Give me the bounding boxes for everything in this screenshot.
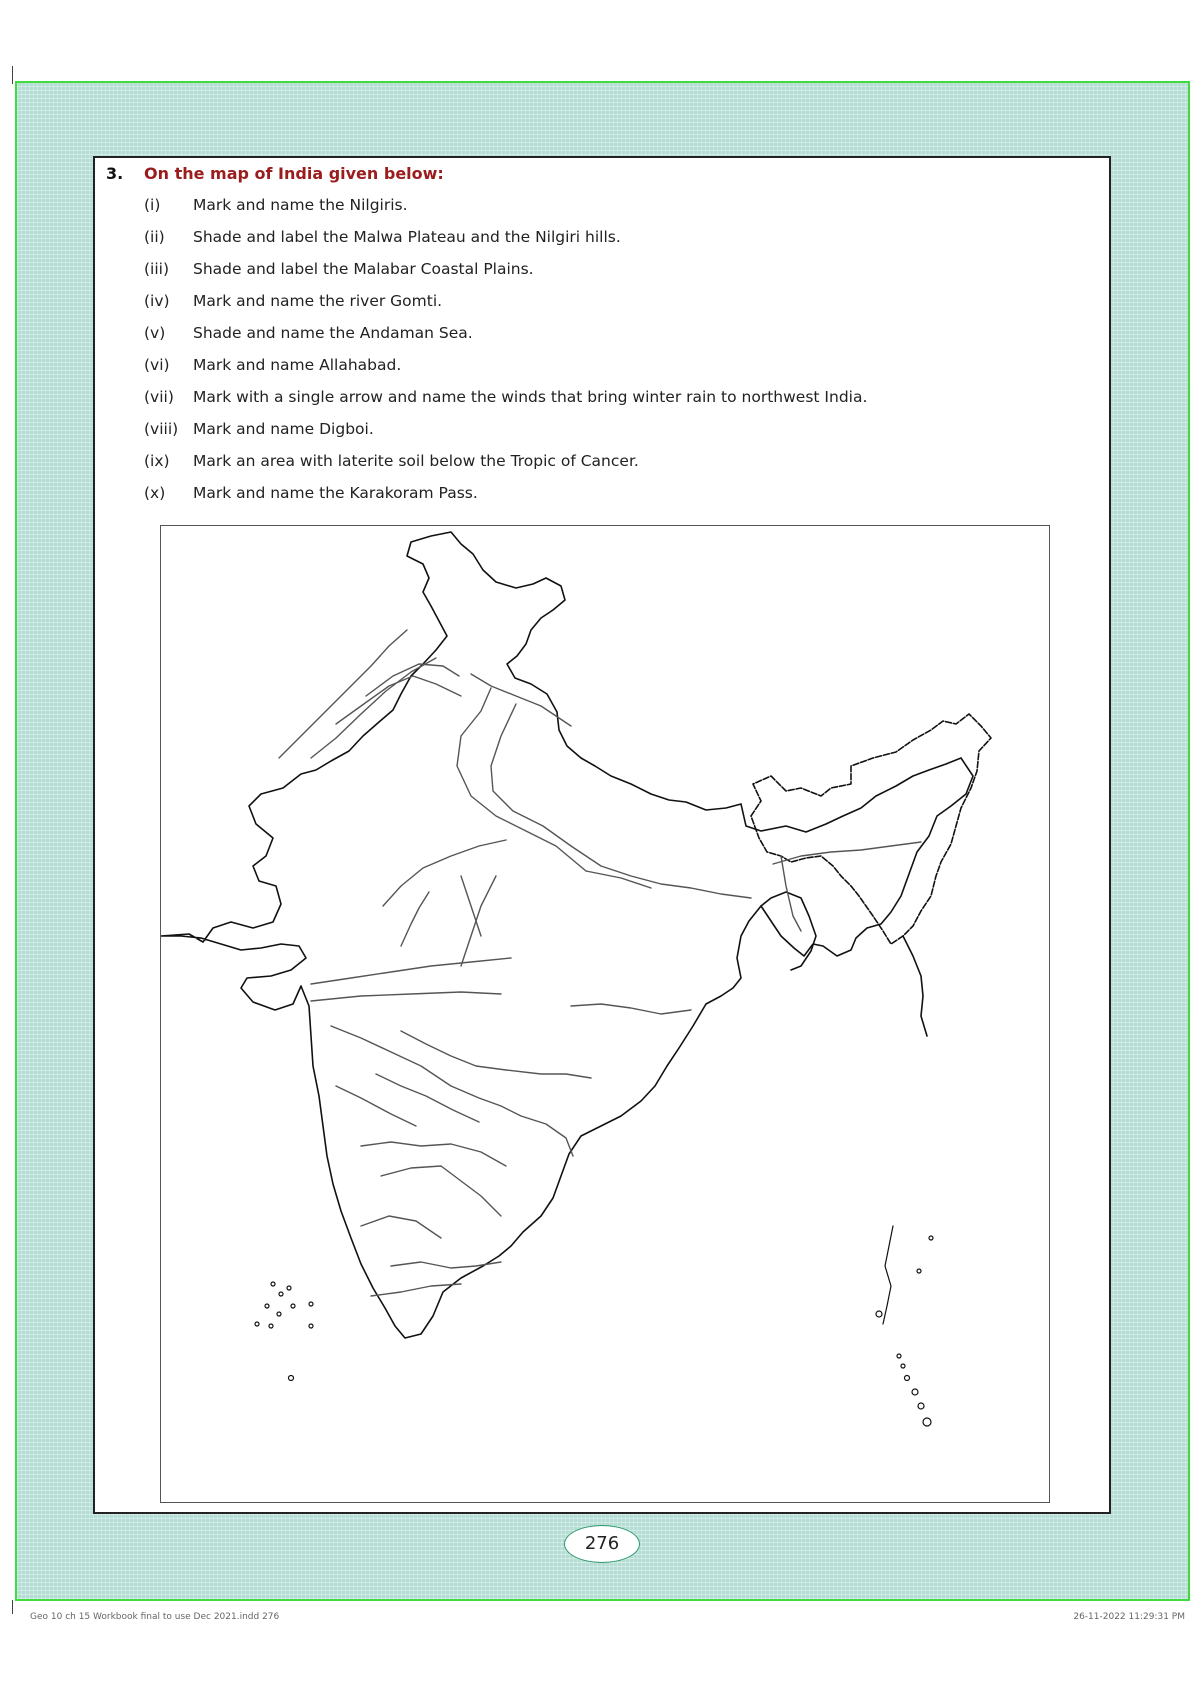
page-number: 276 [564,1525,640,1563]
lakshadweep-islands [255,1282,313,1381]
question-number: 3. [106,164,124,183]
footer-timestamp: 26-11-2022 11:29:31 PM [1073,1612,1185,1622]
question-item: (iv) Mark and name the river Gomti. [144,292,443,310]
andaman-nicobar-islands [876,1226,933,1426]
question-item: (ix) Mark an area with laterite soil below the Tropic of Cancer. [144,452,639,470]
india-mainland-outline [161,532,973,1338]
question-item: (ii) Shade and label the Malwa Plateau and the Nilgiri hills. [144,228,621,246]
india-outline-map [160,525,1050,1503]
myanmar-coast [903,936,927,1036]
question-item: (vii) Mark with a single arrow and name the winds that bring winter rain to northwest India. [144,388,868,406]
question-item: (i) Mark and name the Nilgiris. [144,196,408,214]
bangladesh-border [761,892,816,970]
question-box [93,156,1111,1514]
india-map-drawing [161,526,1049,1502]
crop-mark-bottom [12,1600,13,1614]
crop-mark-top [12,66,13,84]
question-title: On the map of India given below: [144,164,444,183]
river-network [279,630,921,1296]
question-item: (iii) Shade and label the Malabar Coastal Plains. [144,260,534,278]
footer-file-info: Geo 10 ch 15 Workbook final to use Dec 2021.indd 276 [30,1612,280,1622]
question-item: (v) Shade and name the Andaman Sea. [144,324,473,342]
question-item: (vi) Mark and name Allahabad. [144,356,402,374]
northeast-outline [751,714,991,944]
question-item: (x) Mark and name the Karakoram Pass. [144,484,478,502]
question-item: (viii) Mark and name Digboi. [144,420,374,438]
